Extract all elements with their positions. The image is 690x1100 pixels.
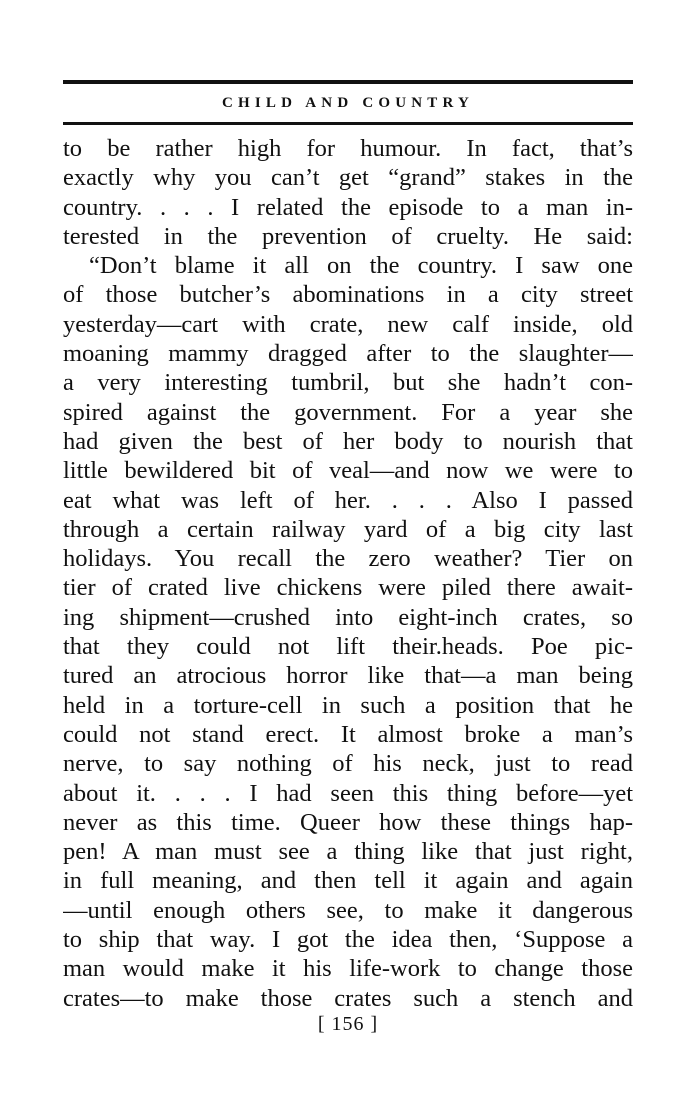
text-line: tier of crated live chickens were piled there await- — [63, 574, 633, 602]
text-line: could not stand erect. It almost broke a man’s — [63, 720, 633, 748]
text-line: to be rather high for humour. In fact, that’s — [63, 135, 633, 162]
text-line: pen! A man must see a thing like that just right, — [63, 838, 633, 866]
page-number: [ 156 ] — [317, 1013, 379, 1035]
text-line: that they could not lift their.heads. Poe pic- — [63, 633, 633, 661]
header-rule-bottom — [63, 122, 633, 125]
text-line: nerve, to say nothing of his neck, just to read — [63, 750, 633, 778]
text-line: through a certain railway yard of a big city last — [63, 515, 633, 543]
text-line: in full meaning, and then tell it again and again — [63, 867, 633, 895]
text-line: spired against the government. For a year she — [63, 398, 633, 426]
text-line: about it. . . . I had seen this thing before—yet — [63, 779, 633, 807]
body-text — [63, 134, 633, 1013]
text-line: —until enough others see, to make it dangerous — [63, 896, 633, 924]
text-line: holidays. You recall the zero weather? Tier on — [63, 545, 633, 573]
text-line: moaning mammy dragged after to the slaughter— — [63, 340, 633, 368]
text-line: country. . . . I related the episode to a man in- — [63, 193, 633, 221]
text-line: a very interesting tumbril, but she hadn’t con- — [63, 369, 633, 397]
text-line: eat what was left of her. . . . Also I passed — [63, 486, 633, 514]
text-line: of those butcher’s abominations in a city street — [63, 281, 633, 309]
paragraph-start-line: “Don’t blame it all on the country. I saw one — [89, 252, 633, 280]
text-line: terested in the prevention of cruelty. He said: — [63, 222, 633, 250]
header-rule-top — [63, 80, 633, 84]
text-line: held in a torture-cell in such a position that he — [63, 691, 633, 719]
text-line: ing shipment—crushed into eight-inch crates, so — [63, 603, 633, 631]
text-line: to ship that way. I got the idea then, ‘Suppose a — [63, 926, 633, 954]
text-line: never as this time. Queer how these things hap- — [63, 808, 633, 836]
text-line: little bewildered bit of veal—and now we were to — [63, 457, 633, 485]
text-line: crates—to make those crates such a stench and — [63, 984, 633, 1012]
text-line: man would make it his life-work to change those — [63, 955, 633, 983]
text-line: yesterday—cart with crate, new calf inside, old — [63, 310, 633, 338]
text-line: exactly why you can’t get “grand” stakes in the — [63, 164, 633, 192]
running-head: CHILD AND COUNTRY — [221, 95, 475, 111]
text-line: tured an atrocious horror like that—a man being — [63, 662, 633, 690]
text-line: had given the best of her body to nourish that — [63, 427, 633, 455]
